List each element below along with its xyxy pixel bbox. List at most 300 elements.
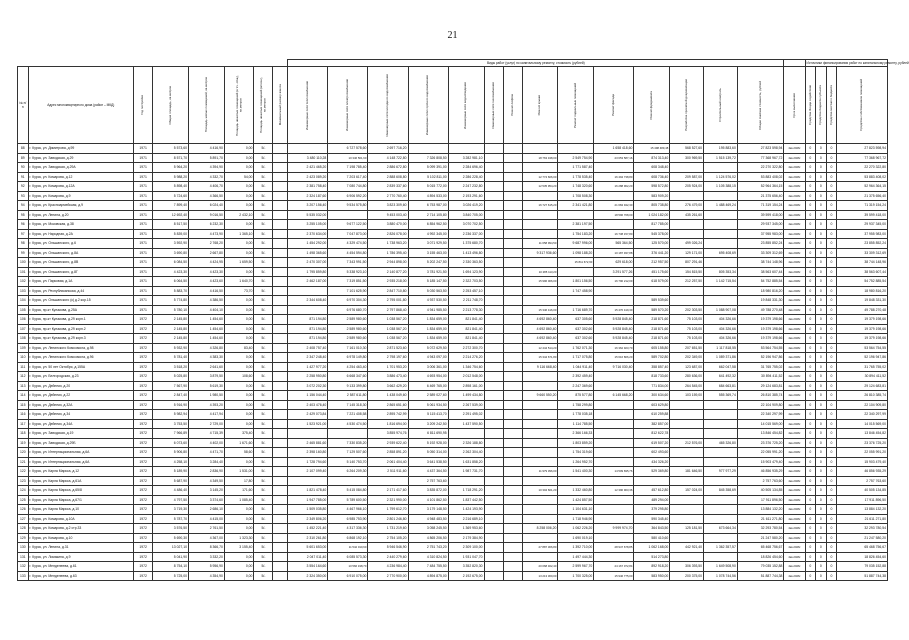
work-cost-cell xyxy=(503,201,522,211)
class-cell: 5/- xyxy=(254,315,273,325)
work-cost-cell: 2 341 421,80 xyxy=(558,201,594,211)
work-cost-cell: 7 198 785,40 xyxy=(328,163,368,173)
work-cost-cell: 2 272 300,70 xyxy=(448,343,484,353)
nonliving-area-cell: 0,00 xyxy=(224,391,254,401)
work-cost-cell: 16 790 212,09 xyxy=(594,277,634,287)
row-number: 95 xyxy=(18,210,29,220)
nonliving-area-cell: 1 365,10 xyxy=(224,229,254,239)
deadline-cell: 4кв.2026г xyxy=(784,410,805,420)
nonliving-area-cell: 0,00 xyxy=(224,457,254,467)
work-cost-cell: 2 012 548,00 xyxy=(448,372,484,382)
table-row xyxy=(18,438,888,448)
year-cell: 1971 xyxy=(134,182,153,192)
deadline-cell: 4кв.2026г xyxy=(784,467,805,477)
work-cost-cell: 15 811 672,60 xyxy=(558,258,594,268)
work-cost-cell xyxy=(670,429,704,439)
work-cost-cell: 1 497 444,30 xyxy=(558,552,594,562)
total-cost-cell: 77 368 967,72 xyxy=(737,153,784,163)
class-cell: 5/- xyxy=(254,543,273,553)
row-number: 125 xyxy=(18,495,29,505)
work-cost-cell xyxy=(558,296,594,306)
living-area-cell: 4 417,94 xyxy=(189,410,225,420)
nonliving-area-cell: 0,00 xyxy=(224,524,254,534)
column-header-label: Ремонт подвальных помещений xyxy=(573,82,578,128)
funding-cell: 0 xyxy=(816,267,827,277)
column-header xyxy=(328,67,368,144)
total-cost-cell: 30 894 411,52 xyxy=(737,372,784,382)
row-number: 115 xyxy=(18,400,29,410)
work-cost-cell: 2 171 417,60 xyxy=(368,486,408,496)
row-number: 89 xyxy=(18,153,29,163)
column-header: № п/п xyxy=(18,67,29,144)
work-cost-cell: 2 381 758,40 xyxy=(288,182,328,192)
funding-cell: 0 xyxy=(816,362,827,372)
work-cost-cell: 212 576,00 xyxy=(670,438,704,448)
column-header-label: Средства местного бюджета xyxy=(828,85,833,125)
table-row xyxy=(18,315,888,325)
work-cost-cell xyxy=(408,144,448,154)
living-area-cell: 2 667,80 xyxy=(189,248,225,258)
work-cost-cell xyxy=(522,457,558,467)
work-cost-cell: 2 284 696,40 xyxy=(448,163,484,173)
work-cost-cell xyxy=(503,305,522,315)
work-cost-cell xyxy=(522,229,558,239)
total-area-cell: 8 754,10 xyxy=(153,562,189,572)
empty-cell xyxy=(273,191,288,201)
work-cost-cell xyxy=(484,438,503,448)
funding-cell: 0 xyxy=(816,505,827,515)
funding-cell: 0 xyxy=(826,296,837,306)
empty-cell xyxy=(273,343,288,353)
total-cost-cell: 19 848 331,30 xyxy=(737,296,784,306)
class-cell: 5/- xyxy=(254,381,273,391)
column-header-label: Год постройки xyxy=(140,95,145,115)
work-cost-cell: 16 362 923,70 xyxy=(594,343,634,353)
work-cost-cell: 1 541 400,30 xyxy=(558,467,594,477)
year-cell: 1972 xyxy=(134,324,153,334)
funding-cell: 0 xyxy=(816,144,827,154)
total-area-cell: 4 797,50 xyxy=(153,495,189,505)
work-cost-cell: 637 302,60 xyxy=(558,334,594,344)
total-area-cell: 5 725,00 xyxy=(153,571,189,581)
work-cost-cell: 1 786 395,40 xyxy=(368,248,408,258)
address-cell: г. Курск, ул. Карла Маркса, д.12 xyxy=(28,467,134,477)
class-cell: 5/- xyxy=(254,552,273,562)
table-row xyxy=(18,571,888,581)
table-row xyxy=(18,334,888,344)
address-cell: г. Курск, ул. Ольшанского, д.8А xyxy=(28,248,134,258)
table-row xyxy=(18,191,888,201)
work-cost-cell xyxy=(484,457,503,467)
work-cost-cell xyxy=(670,514,704,524)
deadline-cell: 4кв.2026г xyxy=(784,438,805,448)
nonliving-area-cell: 1 323,30 xyxy=(224,533,254,543)
work-cost-cell: 6 085 573,30 xyxy=(328,552,368,562)
work-cost-cell xyxy=(448,144,484,154)
table-row xyxy=(18,210,888,220)
nonliving-area-cell: 0,00 xyxy=(224,315,254,325)
work-cost-cell xyxy=(484,172,503,182)
nonliving-area-cell: 0,00 xyxy=(224,514,254,524)
nonliving-area-cell: 17,80 xyxy=(224,476,254,486)
work-cost-cell xyxy=(484,533,503,543)
empty-cell xyxy=(273,524,288,534)
empty-cell xyxy=(273,163,288,173)
work-cost-cell: 2 349 806,20 xyxy=(288,514,328,524)
work-cost-cell xyxy=(522,419,558,429)
nonliving-area-cell: 0,00 xyxy=(224,144,254,154)
work-cost-cell: 2 330 363,50 xyxy=(448,258,484,268)
year-cell: 1972 xyxy=(134,381,153,391)
work-cost-cell: 264 545,00 xyxy=(670,381,704,391)
work-cost-cell xyxy=(670,296,704,306)
class-cell: 5/- xyxy=(254,343,273,353)
living-area-cell: 2 768,20 xyxy=(189,239,225,249)
living-area-cell: 1 454,60 xyxy=(189,324,225,334)
owners-funds-cell: 22 270 322,80 xyxy=(837,163,888,173)
row-number: 109 xyxy=(18,343,29,353)
work-cost-cell: 2 236 337,00 xyxy=(448,229,484,239)
work-cost-cell: 2 858 891,20 xyxy=(368,448,408,458)
work-cost-cell: 1 690 019,10 xyxy=(558,533,594,543)
work-cost-cell: 2 398 160,80 xyxy=(288,448,328,458)
owners-funds-cell: 17 911 896,50 xyxy=(837,495,888,505)
work-cost-cell: 28 947 678,85 xyxy=(594,543,634,553)
empty-cell xyxy=(273,419,288,429)
work-cost-cell: 6 985 753,90 xyxy=(328,514,368,524)
work-cost-cell xyxy=(484,467,503,477)
column-header-label: Инженерные сети теплоснабжения xyxy=(304,80,309,130)
empty-cell xyxy=(273,391,288,401)
work-cost-cell xyxy=(594,448,634,458)
funding-cell: 0 xyxy=(816,514,827,524)
work-cost-cell: 2 179 384,90 xyxy=(448,533,484,543)
empty-cell xyxy=(273,486,288,496)
work-cost-cell xyxy=(484,229,503,239)
funding-cell: 0 xyxy=(826,410,837,420)
funding-cell: 0 xyxy=(826,258,837,268)
work-cost-cell: 637 305,60 xyxy=(558,315,594,325)
work-cost-cell xyxy=(484,429,503,439)
work-cost-cell: 2 286 228,40 xyxy=(448,172,484,182)
total-cost-cell: 18 826 454,60 xyxy=(737,552,784,562)
work-cost-cell: 1 834 659,00 xyxy=(408,324,448,334)
class-cell: 5/- xyxy=(254,220,273,230)
living-area-cell: 4 332,70 xyxy=(189,172,225,182)
funding-cell: 0 xyxy=(805,144,816,154)
column-header-label: Средства Фонда содействия xyxy=(807,85,812,125)
work-cost-cell xyxy=(522,505,558,515)
funding-cell: 0 xyxy=(826,372,837,382)
work-cost-cell: 9 999 974,70 xyxy=(594,524,634,534)
total-cost-cell: 22 340 297,99 xyxy=(737,410,784,420)
work-cost-cell: 404 326,66 xyxy=(704,324,738,334)
work-cost-cell: 6 868 192,10 xyxy=(328,533,368,543)
work-cost-cell: 1 498 365,60 xyxy=(288,248,328,258)
class-cell: 5/- xyxy=(254,286,273,296)
column-header xyxy=(826,67,837,144)
work-cost-cell: 2 324 350,00 xyxy=(288,571,328,581)
year-cell: 1971 xyxy=(134,220,153,230)
class-cell: 5/- xyxy=(254,144,273,154)
funding-cell: 0 xyxy=(816,239,827,249)
work-cost-cell: 1 631 858,20 xyxy=(448,457,484,467)
work-cost-cell xyxy=(288,305,328,315)
work-cost-cell: 3 641 538,50 xyxy=(408,457,448,467)
address-cell: г. Курск, ул. Ленина, д.31 xyxy=(28,543,134,553)
funding-cell: 0 xyxy=(826,495,837,505)
living-area-cell: 3 284,40 xyxy=(189,457,225,467)
total-area-cell: 12 692,40 xyxy=(153,210,189,220)
work-cost-cell xyxy=(594,505,634,515)
work-cost-cell: 1 834 659,00 xyxy=(408,315,448,325)
work-cost-cell: 1 694 123,90 xyxy=(448,267,484,277)
work-cost-cell: 4 148 722,80 xyxy=(368,153,408,163)
total-area-cell: 5 988,20 xyxy=(153,172,189,182)
total-cost-cell: 38 744 148,96 xyxy=(737,258,784,268)
row-number: 96 xyxy=(18,220,29,230)
total-area-cell: 2 145,80 xyxy=(153,315,189,325)
work-cost-cell: 6 668 347,60 xyxy=(328,372,368,382)
work-cost-cell: 3 255 105,00 xyxy=(288,220,328,230)
work-cost-cell: 1 778 035,18 xyxy=(558,410,594,420)
table-row xyxy=(18,448,888,458)
empty-cell xyxy=(273,514,288,524)
owners-funds-cell: 71 319 154,24 xyxy=(837,201,888,211)
owners-funds-cell: 21 247 580,20 xyxy=(837,533,888,543)
work-cost-cell xyxy=(503,296,522,306)
work-cost-cell xyxy=(704,210,738,220)
work-cost-cell: 2 321 990,00 xyxy=(368,495,408,505)
total-area-cell: 5 781,40 xyxy=(153,353,189,363)
year-cell: 1972 xyxy=(134,505,153,515)
work-cost-cell xyxy=(704,220,738,230)
address-cell: г. Курск, ул. Заводская, д.19 xyxy=(28,429,134,439)
work-cost-cell: 2 470 307,00 xyxy=(288,258,328,268)
work-cost-cell xyxy=(484,324,503,334)
funding-cell: 0 xyxy=(826,362,837,372)
empty-cell xyxy=(273,495,288,505)
funding-cell: 0 xyxy=(805,182,816,192)
address-cell: г. Курск, пр-кт Кулакова, д.25А xyxy=(28,305,134,315)
funding-cell: 0 xyxy=(816,429,827,439)
work-cost-cell xyxy=(704,552,738,562)
work-cost-cell xyxy=(484,571,503,581)
funding-cell: 0 xyxy=(816,220,827,230)
work-cost-cell: 157 024,00 xyxy=(670,486,704,496)
address-cell: г. Курск, ул. Менделеева, д.61 xyxy=(28,562,134,572)
work-cost-cell: 75 103,00 xyxy=(670,324,704,334)
work-cost-cell: 9 660 550,20 xyxy=(522,391,558,401)
funding-cell: 0 xyxy=(805,391,816,401)
funding-cell: 0 xyxy=(826,305,837,315)
funding-cell: 0 xyxy=(805,505,816,515)
deadline-cell: 4кв.2026г xyxy=(784,286,805,296)
work-cost-cell xyxy=(503,163,522,173)
work-cost-cell: 1 062 226,20 xyxy=(558,524,594,534)
work-cost-cell xyxy=(503,438,522,448)
total-area-cell: 5 906,80 xyxy=(153,448,189,458)
work-cost-cell: 3 071 929,50 xyxy=(408,239,448,249)
work-cost-cell: 382 857,00 xyxy=(634,419,670,429)
work-cost-cell: 2 751 743,20 xyxy=(408,543,448,553)
year-cell: 1971 xyxy=(134,305,153,315)
living-area-cell: 4 367,00 xyxy=(189,533,225,543)
work-cost-cell xyxy=(594,372,634,382)
owners-funds-cell: 19 379 198,66 xyxy=(837,324,888,334)
year-cell: 1972 xyxy=(134,476,153,486)
deadline-cell: 4кв.2026г xyxy=(784,277,805,287)
work-cost-cell: 12 444 514,20 xyxy=(522,343,558,353)
funding-cell: 0 xyxy=(826,533,837,543)
work-cost-cell: 15 946 775,00 xyxy=(594,571,634,581)
work-cost-cell: 4 101 862,50 xyxy=(408,495,448,505)
work-cost-cell xyxy=(484,514,503,524)
column-header-label: Ремонт крыши xyxy=(537,94,542,116)
work-cost-cell: 364 843,50 xyxy=(634,524,670,534)
column-header xyxy=(368,67,408,144)
work-cost-cell: 695 408,69 xyxy=(704,248,738,258)
class-cell: 5/- xyxy=(254,486,273,496)
total-cost-cell: 37 955 983,00 xyxy=(737,229,784,239)
total-area-cell: 5 982,94 xyxy=(153,410,189,420)
column-header xyxy=(558,67,594,144)
work-cost-cell xyxy=(484,391,503,401)
work-cost-cell: 5 928 845,40 xyxy=(594,334,634,344)
living-area-cell: 3 145,20 xyxy=(189,486,225,496)
owners-funds-cell: 27 823 598,94 xyxy=(837,144,888,154)
work-cost-cell: 2 429 073,84 xyxy=(288,410,328,420)
owners-funds-cell: 21 611 271,80 xyxy=(837,514,888,524)
class-cell: 5/- xyxy=(254,467,273,477)
row-number: 126 xyxy=(18,505,29,515)
work-cost-cell: 7 319 851,50 xyxy=(328,277,368,287)
owners-funds-cell: 22 104 909,80 xyxy=(837,400,888,410)
living-area-cell: 6 232,30 xyxy=(189,220,225,230)
row-number: 99 xyxy=(18,248,29,258)
column-header-label: Ремонт фундамента xyxy=(649,90,654,120)
address-cell: г. Курск, ул. Димитрова, д.99 xyxy=(28,144,134,154)
owners-funds-cell: 40 505 134,85 xyxy=(837,486,888,496)
owners-funds-cell: 23 376 725,20 xyxy=(837,438,888,448)
work-cost-cell: 7 484 755,50 xyxy=(408,562,448,572)
work-cost-cell xyxy=(704,239,738,249)
work-cost-cell: 1 098 188,20 xyxy=(558,248,594,258)
work-cost-cell: 1 392 710,00 xyxy=(558,543,594,553)
funding-cell: 0 xyxy=(805,163,816,173)
empty-cell xyxy=(273,381,288,391)
column-header xyxy=(737,67,784,144)
work-cost-cell xyxy=(368,476,408,486)
work-cost-cell: 2 324 187,60 xyxy=(288,191,328,201)
owners-funds-cell: 38 563 607,44 xyxy=(837,267,888,277)
owners-funds-cell: 2 757 763,60 xyxy=(837,476,888,486)
row-number: 104 xyxy=(18,296,29,306)
work-cost-cell: 3 058 245,50 xyxy=(408,524,448,534)
work-cost-cell xyxy=(704,191,738,201)
deadline-cell: 4кв.2026г xyxy=(784,533,805,543)
total-cost-cell: 51 887 744,38 xyxy=(737,571,784,581)
row-number: 100 xyxy=(18,258,29,268)
year-cell: 1971 xyxy=(134,210,153,220)
deadline-cell: 4кв.2026г xyxy=(784,391,805,401)
row-number: 114 xyxy=(18,391,29,401)
work-cost-cell: 818 733,60 xyxy=(634,372,670,382)
work-cost-cell xyxy=(484,258,503,268)
living-area-cell: 4 416,90 xyxy=(189,144,225,154)
empty-cell xyxy=(273,220,288,230)
work-cost-cell xyxy=(503,248,522,258)
work-cost-cell: 18 763 438,00 xyxy=(522,153,558,163)
funding-cell: 0 xyxy=(816,495,827,505)
year-cell: 1971 xyxy=(134,144,153,154)
work-cost-cell: 212 957,50 xyxy=(634,258,670,268)
work-cost-cell xyxy=(484,381,503,391)
year-cell: 1971 xyxy=(134,201,153,211)
owners-funds-cell: 19 848 331,30 xyxy=(837,296,888,306)
total-area-cell: 5 573,60 xyxy=(153,144,189,154)
funding-cell: 0 xyxy=(826,514,837,524)
column-header xyxy=(522,67,558,144)
funding-cell: 0 xyxy=(805,438,816,448)
owners-funds-cell: 29 124 683,81 xyxy=(837,381,888,391)
work-cost-cell: 75 103,00 xyxy=(670,315,704,325)
deadline-cell: 4кв.2026г xyxy=(784,476,805,486)
total-area-cell: 7 567,90 xyxy=(153,381,189,391)
work-cost-cell: 4 236 984,40 xyxy=(368,562,408,572)
funding-cell: 0 xyxy=(805,267,816,277)
year-cell: 1971 xyxy=(134,239,153,249)
funding-cell: 0 xyxy=(816,201,827,211)
funding-cell: 0 xyxy=(826,381,837,391)
work-cost-cell: 805 353,34 xyxy=(704,267,738,277)
work-cost-cell: 2 347 248,40 xyxy=(288,353,328,363)
empty-cell xyxy=(273,372,288,382)
table-row xyxy=(18,381,888,391)
nonliving-area-cell: 0,00 xyxy=(224,571,254,581)
class-cell: 5/- xyxy=(254,334,273,344)
funding-cell: 0 xyxy=(826,144,837,154)
living-area-cell: 4 366,50 xyxy=(189,191,225,201)
work-cost-cell xyxy=(704,495,738,505)
work-cost-cell: 15 996 006,00 xyxy=(522,277,558,287)
work-cost-cell: 2 061 404,40 xyxy=(368,457,408,467)
work-cost-cell: 123 687,00 xyxy=(670,362,704,372)
nonliving-area-cell: 58,60 xyxy=(224,448,254,458)
work-cost-cell: 610 259,88 xyxy=(634,410,670,420)
total-area-cell: 3 518,20 xyxy=(153,362,189,372)
funding-cell: 0 xyxy=(826,239,837,249)
nonliving-area-cell: 1 671,60 xyxy=(224,438,254,448)
living-area-cell: 2 729,00 xyxy=(189,419,225,429)
work-cost-cell: 16 727 615,20 xyxy=(522,201,558,211)
work-cost-cell: 2 107 099,40 xyxy=(288,467,328,477)
living-area-cell: 2 641,60 xyxy=(189,362,225,372)
work-cost-cell: 1 931 047,70 xyxy=(448,552,484,562)
total-area-cell: 5 916,90 xyxy=(153,400,189,410)
work-cost-cell: 1 758 299,80 xyxy=(558,400,594,410)
year-cell: 1972 xyxy=(134,495,153,505)
work-cost-cell: 2 047 011,40 xyxy=(288,552,328,562)
work-cost-cell: 4 530 474,50 xyxy=(328,419,368,429)
work-cost-cell: 209 587,00 xyxy=(670,172,704,182)
funding-cell: 0 xyxy=(826,267,837,277)
funding-cell: 0 xyxy=(805,486,816,496)
class-cell: 5/- xyxy=(254,267,273,277)
row-number: 94 xyxy=(18,201,29,211)
total-area-cell: 5 964,20 xyxy=(153,163,189,173)
total-cost-cell: 29 937 345,00 xyxy=(737,220,784,230)
